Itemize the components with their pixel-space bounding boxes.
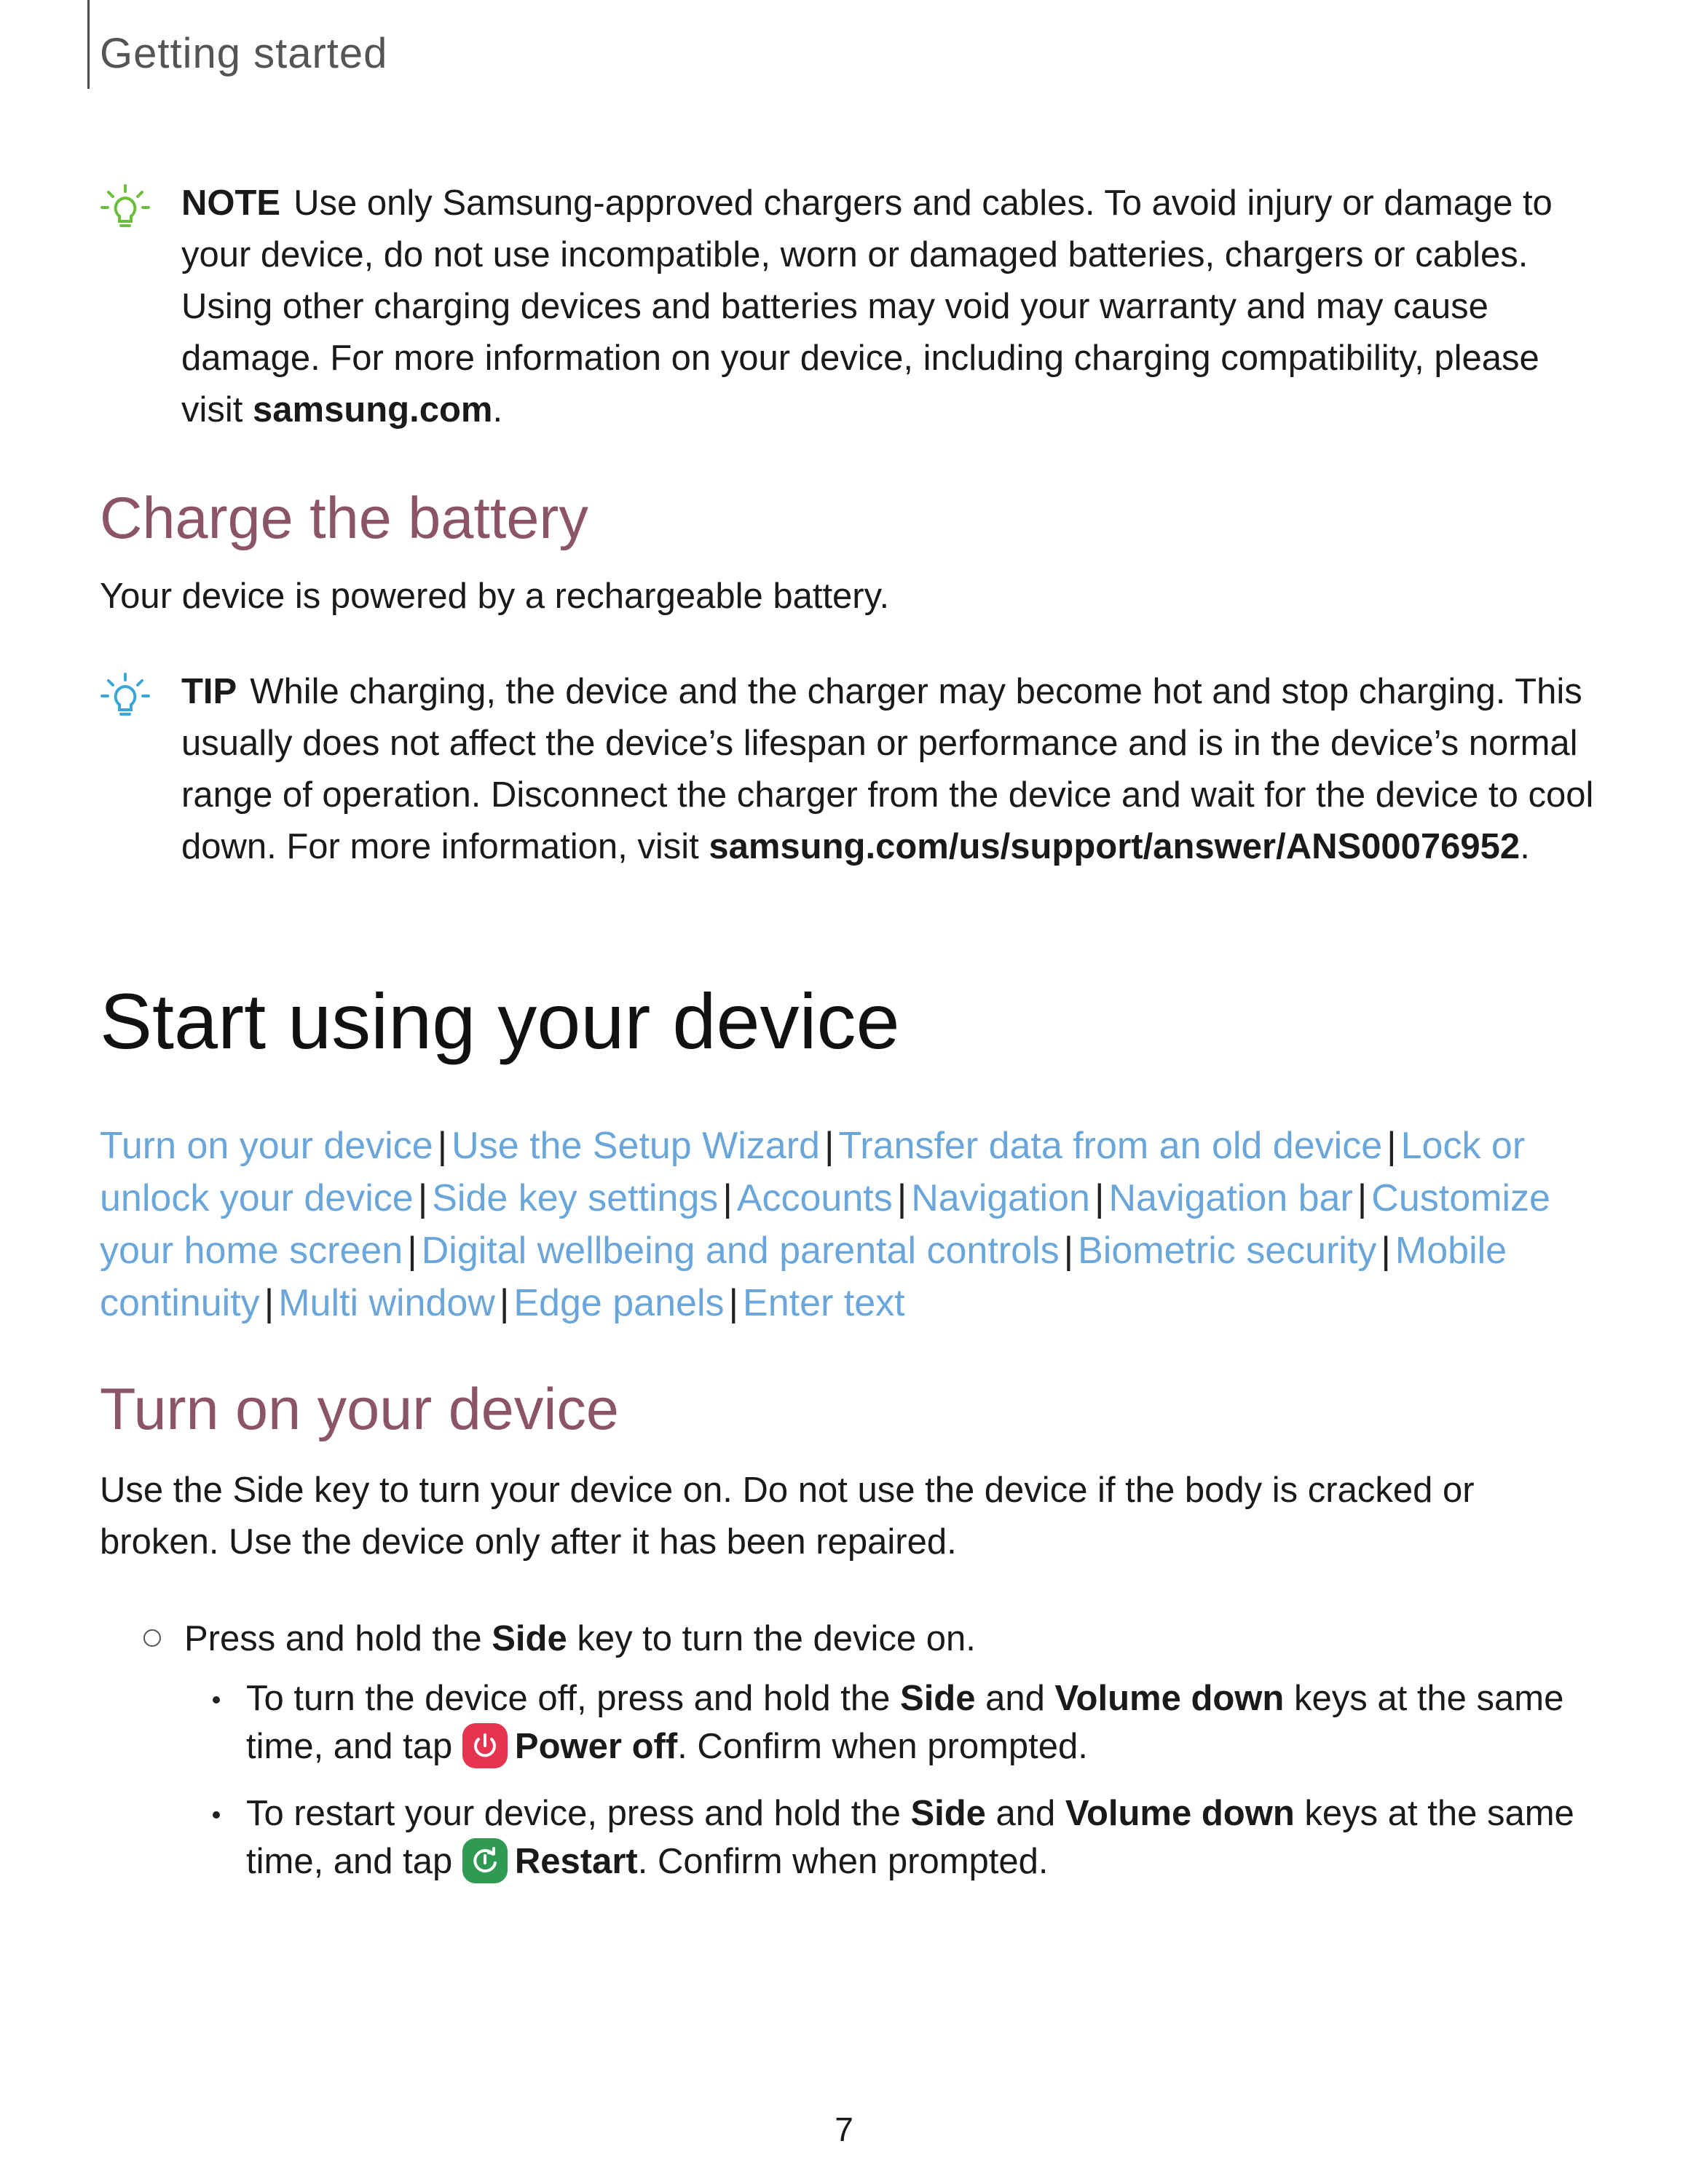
link-separator: |: [728, 1282, 739, 1324]
link-separator: |: [1063, 1230, 1074, 1272]
restart-icon: [462, 1838, 508, 1883]
power-off-text: [246, 1674, 1596, 1771]
tip-body: While charging, the device and the charger may become hot and stop charging. This usually does not affect the device’s lifespan or performance and is in the device’s normal range of operation. Disconnect the charger from the device and wait for the device to cool down. For more information, visit: [181, 672, 1594, 866]
link-digital-wellbeing[interactable]: Digital wellbeing and parental controls: [421, 1230, 1060, 1272]
link-home-screen[interactable]: Customize your home screen: [100, 1177, 1550, 1272]
link-navigation[interactable]: Navigation: [911, 1177, 1090, 1219]
link-separator: |: [499, 1282, 510, 1324]
power-off-label: Power off: [514, 1727, 678, 1766]
link-separator: |: [1387, 1125, 1397, 1167]
note-period: .: [492, 390, 503, 430]
link-separator: |: [1094, 1177, 1105, 1219]
step-post: key to turn the device on.: [567, 1619, 976, 1658]
bullet-dot: [213, 1811, 220, 1819]
link-transfer-data[interactable]: Transfer data from an old device: [838, 1125, 1383, 1167]
header-rule: [87, 0, 90, 89]
side-key-label: Side: [910, 1794, 986, 1833]
charge-heading: Charge the battery: [100, 486, 588, 551]
restart-text: [246, 1789, 1596, 1886]
restart-label: Restart: [514, 1842, 638, 1881]
link-separator: |: [722, 1177, 733, 1219]
link-setup-wizard[interactable]: Use the Setup Wizard: [451, 1125, 820, 1167]
page-title: Start using your device: [100, 977, 900, 1065]
link-separator: |: [407, 1230, 417, 1272]
restart-post: . Confirm when prompted.: [637, 1842, 1049, 1881]
note-text: [181, 178, 1600, 436]
charge-body: Your device is powered by a rechargeable battery.: [100, 577, 890, 616]
side-key-label: Side: [900, 1679, 976, 1718]
restart-pre: To restart your device, press and hold the: [246, 1794, 911, 1833]
link-accounts[interactable]: Accounts: [736, 1177, 893, 1219]
link-separator: |: [264, 1282, 275, 1324]
lightbulb-icon: [100, 672, 151, 723]
tip-link[interactable]: samsung.com/us/support/answer/ANS00076952: [709, 827, 1521, 866]
link-separator: |: [1381, 1230, 1391, 1272]
note-callout: [100, 178, 1600, 436]
tip-text: [181, 666, 1600, 873]
link-turn-on[interactable]: Turn on your device: [100, 1125, 433, 1167]
volume-down-label: Volume down: [1065, 1794, 1295, 1833]
page-number: 7: [835, 2110, 853, 2148]
step-bullet: [143, 1629, 161, 1647]
link-lock-unlock[interactable]: Lock or unlock your device: [100, 1125, 1526, 1219]
note-label: NOTE: [181, 183, 281, 223]
link-separator: |: [437, 1125, 448, 1167]
restart-item: [213, 1789, 1596, 1886]
power-off-mid: keys at the same time, and tap: [246, 1679, 1564, 1766]
link-separator: |: [824, 1125, 835, 1167]
note-link[interactable]: samsung.com: [253, 390, 493, 430]
link-biometric[interactable]: Biometric security: [1078, 1230, 1377, 1272]
turn-on-heading: Turn on your device: [100, 1377, 619, 1442]
link-mobile-continuity[interactable]: Mobile continuity: [100, 1230, 1507, 1324]
step-text: [184, 1613, 1600, 1664]
link-separator: |: [896, 1177, 907, 1219]
link-separator: |: [1357, 1177, 1368, 1219]
step-pre: Press and hold the: [184, 1619, 492, 1658]
power-off-item: [213, 1674, 1596, 1771]
link-navigation-bar[interactable]: Navigation bar: [1108, 1177, 1353, 1219]
and-text: and: [985, 1794, 1065, 1833]
tip-callout: [100, 666, 1600, 873]
restart-mid: keys at the same time, and tap: [246, 1794, 1574, 1881]
link-separator: |: [417, 1177, 428, 1219]
link-enter-text[interactable]: Enter text: [743, 1282, 905, 1324]
tip-period: .: [1520, 827, 1530, 866]
power-off-pre: To turn the device off, press and hold the: [246, 1679, 901, 1718]
link-side-key[interactable]: Side key settings: [432, 1177, 719, 1219]
volume-down-label: Volume down: [1054, 1679, 1285, 1718]
link-multi-window[interactable]: Multi window: [278, 1282, 495, 1324]
tip-label: TIP: [181, 672, 237, 711]
link-edge-panels[interactable]: Edge panels: [513, 1282, 725, 1324]
section-title: Getting started: [100, 30, 388, 77]
lightbulb-icon: [100, 183, 151, 234]
topic-links: [100, 1120, 1614, 1329]
power-icon: [462, 1723, 508, 1768]
bullet-dot: [213, 1696, 220, 1704]
note-body: Use only Samsung-approved chargers and cables. To avoid injury or damage to your device, do not use incompatible, worn or damaged batteries, chargers or cables. Using other charging devices and batteries may void your warranty and may cause damage. For more information on your device, including charging compatibility, please visit: [181, 183, 1553, 430]
step-item: [143, 1613, 1600, 1664]
and-text: and: [975, 1679, 1055, 1718]
power-off-post: . Confirm when prompted.: [677, 1727, 1088, 1766]
side-key-label: Side: [492, 1619, 567, 1658]
turn-on-body: Use the Side key to turn your device on. Do not use the device if the body is cracked or broken. Use the device only after it has been repaired.: [100, 1471, 1475, 1562]
